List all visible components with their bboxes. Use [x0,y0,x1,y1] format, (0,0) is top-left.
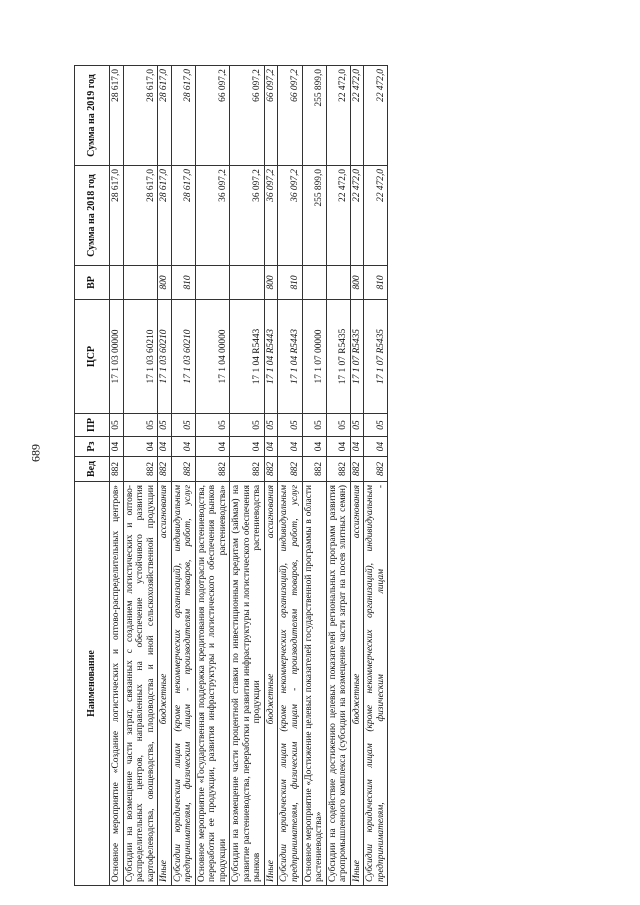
cell-rz: 04 [264,437,278,457]
cell-rz: 04 [195,437,230,457]
cell-ved: 882 [302,457,326,482]
cell-csr: 17 1 03 00000 [110,300,124,414]
cell-name: Иные бюджетные ассигнования [264,482,278,886]
table-body [110,66,388,886]
cell-name: Субсидии на содействие достижению целевых показателей региональных программ развития агропромышленного комплекса (субсидии на возмещение части затрат на посев элитных семян) [326,482,350,886]
cell-ved: 882 [195,457,230,482]
table-row [195,66,230,886]
cell-vr [195,266,230,300]
header-sum-2018: Сумма на 2018 год [75,166,110,266]
cell-sum-2018: 36 097,2 [278,166,302,266]
cell-csr: 17 1 04 R5443 [264,300,278,414]
table-row [110,66,124,886]
cell-sum-2018: 22 472,0 [326,166,350,266]
page-number: 689 [28,444,43,462]
cell-sum-2018: 22 472,0 [350,166,364,266]
cell-sum-2018: 28 617,0 [123,166,158,266]
cell-rz: 04 [230,437,265,457]
header-pr: ПР [75,414,110,437]
cell-pr: 05 [302,414,326,437]
cell-rz: 04 [326,437,350,457]
table-row [230,66,265,886]
cell-ved: 882 [123,457,158,482]
table-header [75,66,110,886]
cell-csr: 17 1 03 60210 [171,300,195,414]
cell-rz: 04 [364,437,388,457]
header-rz: Рз [75,437,110,457]
cell-csr: 17 1 04 R5443 [230,300,265,414]
cell-pr: 05 [230,414,265,437]
cell-ved: 882 [171,457,195,482]
cell-ved: 882 [264,457,278,482]
cell-name: Субсидии на возмещение части процентной ставки по инвестиционным кредитам (займам) на развитие растениеводства, переработки и развития инфраструктуры и логистического обеспечения рынков продукции растениеводства [230,482,265,886]
cell-pr: 05 [364,414,388,437]
cell-ved: 882 [158,457,172,482]
cell-csr: 17 1 07 00000 [302,300,326,414]
cell-sum-2018: 36 097,2 [264,166,278,266]
cell-sum-2018: 28 617,0 [158,166,172,266]
cell-pr: 05 [171,414,195,437]
table-row [171,66,195,886]
cell-vr: 810 [278,266,302,300]
cell-pr: 05 [350,414,364,437]
table-row [302,66,326,886]
cell-rz: 04 [278,437,302,457]
header-ved: Вед [75,457,110,482]
cell-vr: 810 [364,266,388,300]
cell-name: Субсидии юридическим лицам (кроме некоммерческих организаций), индивидуальным предпринимателям, физическим лицам - производителям товаров, работ, услуг [278,482,302,886]
cell-sum-2019: 28 617,0 [158,66,172,166]
cell-sum-2019: 66 097,2 [278,66,302,166]
cell-name: Основное мероприятие «Государственная поддержка кредитования подотрасли растениеводства, переработки ее продукции, развития инфраструктуры и логистического обеспечения рынков продукции растениеводства» [195,482,230,886]
cell-vr [230,266,265,300]
cell-ved: 882 [364,457,388,482]
cell-vr: 800 [350,266,364,300]
cell-pr: 05 [195,414,230,437]
cell-ved: 882 [326,457,350,482]
cell-vr: 800 [264,266,278,300]
cell-name: Субсидии на возмещение части затрат, связанных с созданием логистических и оптово-распределительных центров, направленных на обеспечение устойчивого развития картофелеводства, овощеводства, плодоводства и иной сельскохозяйственной продукции [123,482,158,886]
cell-sum-2019: 66 097,2 [230,66,265,166]
cell-pr: 05 [326,414,350,437]
cell-pr: 05 [123,414,158,437]
cell-vr [123,266,158,300]
cell-rz: 04 [171,437,195,457]
header-sum-2019: Сумма на 2019 год [75,66,110,166]
cell-sum-2019: 28 617,0 [110,66,124,166]
table-row [264,66,278,886]
cell-sum-2018: 28 617,0 [171,166,195,266]
cell-sum-2019: 22 472,0 [326,66,350,166]
cell-csr: 17 1 04 00000 [195,300,230,414]
cell-csr: 17 1 07 R5435 [326,300,350,414]
cell-sum-2018: 255 899,0 [302,166,326,266]
cell-pr: 05 [264,414,278,437]
cell-ved: 882 [110,457,124,482]
cell-pr: 05 [110,414,124,437]
cell-ved: 882 [350,457,364,482]
cell-csr: 17 1 07 R5435 [364,300,388,414]
cell-pr: 05 [158,414,172,437]
cell-rz: 04 [123,437,158,457]
cell-sum-2019: 66 097,2 [264,66,278,166]
cell-sum-2018: 28 617,0 [110,166,124,266]
header-row [75,66,110,886]
cell-name: Субсидии юридическим лицам (кроме некоммерческих организаций), индивидуальным предпринимателям, физическим лицам - [364,482,388,886]
cell-sum-2018: 36 097,2 [230,166,265,266]
table-row [123,66,158,886]
header-name: Наименование [75,482,110,886]
cell-sum-2019: 255 899,0 [302,66,326,166]
cell-rz: 04 [302,437,326,457]
table-row [326,66,350,886]
table-row [364,66,388,886]
cell-pr: 05 [278,414,302,437]
cell-vr [110,266,124,300]
cell-sum-2019: 66 097,2 [195,66,230,166]
cell-name: Основное мероприятие «Создание логистических и оптово-распределительных центров» [110,482,124,886]
cell-sum-2018: 36 097,2 [195,166,230,266]
table-row [278,66,302,886]
cell-sum-2019: 22 472,0 [364,66,388,166]
cell-vr: 810 [171,266,195,300]
table-row [158,66,172,886]
cell-sum-2019: 22 472,0 [350,66,364,166]
cell-rz: 04 [158,437,172,457]
cell-name: Иные бюджетные ассигнования [350,482,364,886]
cell-ved: 882 [230,457,265,482]
cell-ved: 882 [278,457,302,482]
budget-table [74,65,388,886]
cell-rz: 04 [110,437,124,457]
cell-vr [302,266,326,300]
rotated-page-content [74,66,549,886]
cell-rz: 04 [350,437,364,457]
cell-name: Основное мероприятие «Достижение целевых показателей государственной программы в области растениеводства» [302,482,326,886]
cell-csr: 17 1 03 60210 [158,300,172,414]
cell-vr: 800 [158,266,172,300]
cell-csr: 17 1 04 R5443 [278,300,302,414]
cell-sum-2018: 22 472,0 [364,166,388,266]
cell-name: Субсидии юридическим лицам (кроме некоммерческих организаций), индивидуальным предпринимателям, физическим лицам - производителям товаров, работ, услуг [171,482,195,886]
cell-csr: 17 1 03 60210 [123,300,158,414]
cell-sum-2019: 28 617,0 [171,66,195,166]
header-csr: ЦСР [75,300,110,414]
cell-vr [326,266,350,300]
cell-name: Иные бюджетные ассигнования [158,482,172,886]
cell-csr: 17 1 07 R5435 [350,300,364,414]
cell-sum-2019: 28 617,0 [123,66,158,166]
header-vr: ВР [75,266,110,300]
table-row [350,66,364,886]
